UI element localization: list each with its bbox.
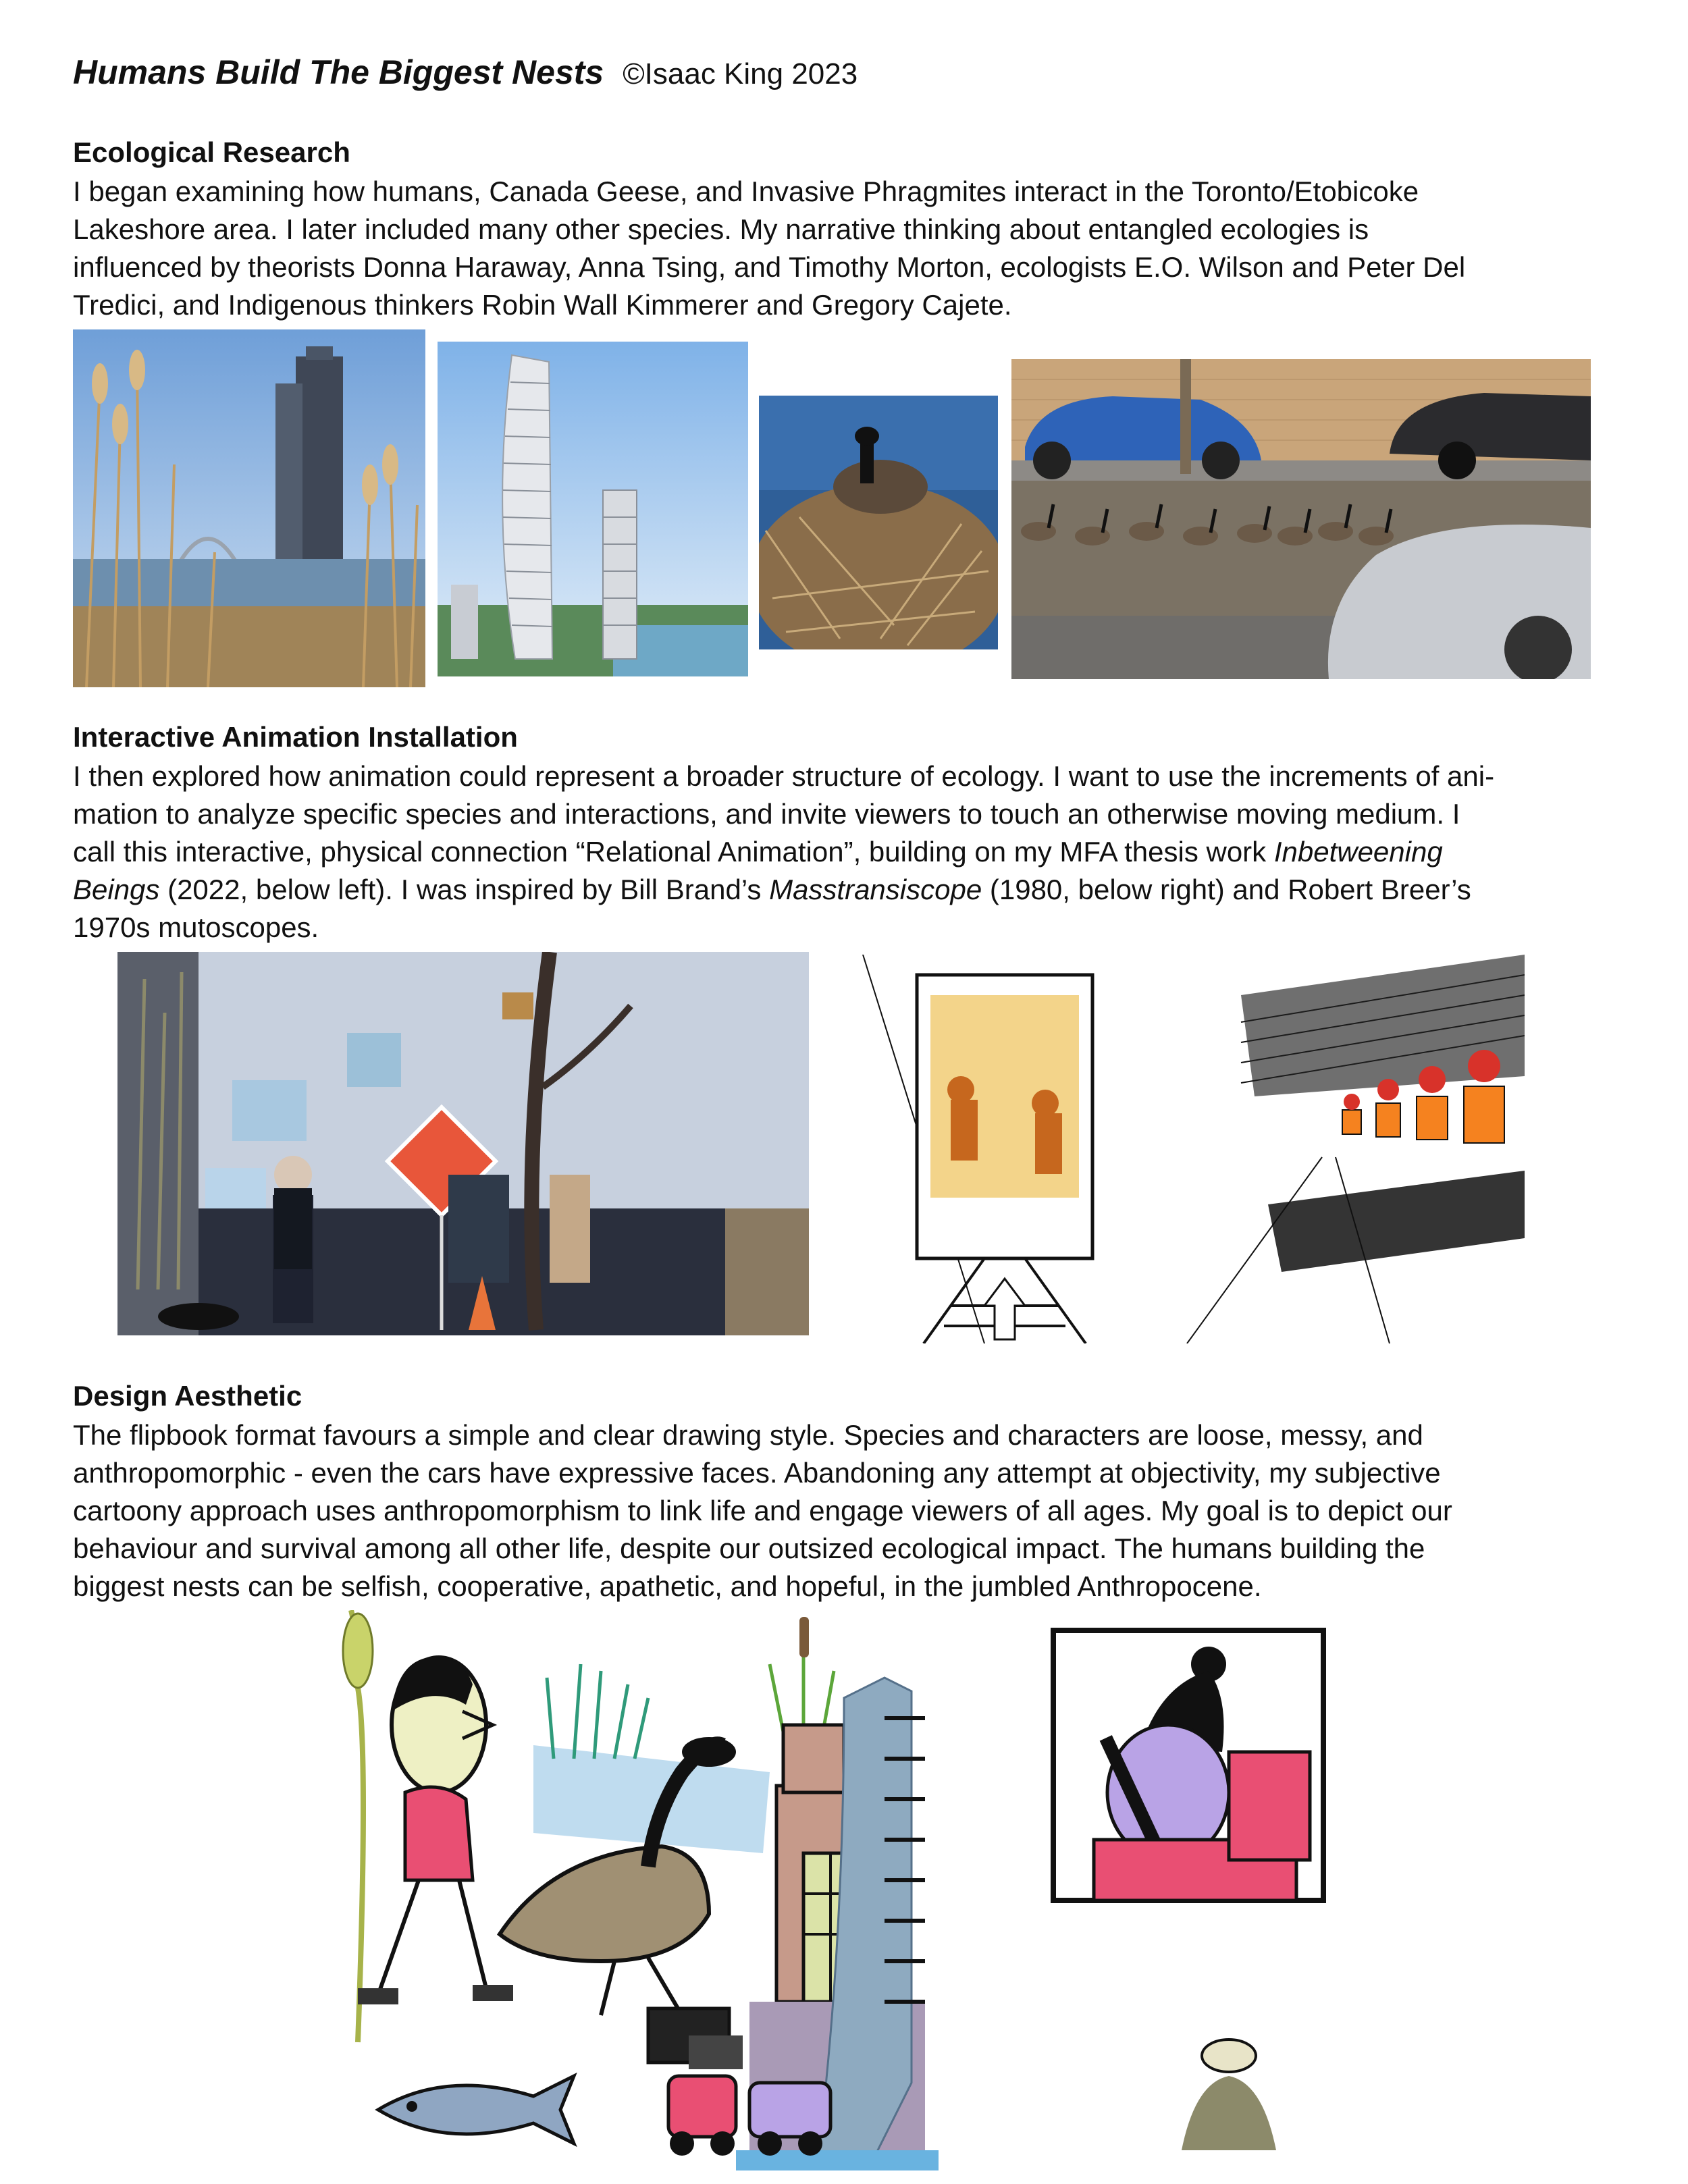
text-line: Lakeshore area. I later included many other species. My narrative thinking about entangled ecologies is xyxy=(73,213,1369,245)
copyright-notice: ©Isaac King 2023 xyxy=(623,57,858,90)
section-heading-interactive: Interactive Animation Installation xyxy=(73,721,518,753)
photo-goose-nest xyxy=(759,396,998,649)
text-line: behaviour and survival among all other life, despite our outsized ecological impact. The humans building the xyxy=(73,1533,1425,1564)
page-header xyxy=(73,53,858,92)
text-span: (1980, below right) and Robert Breer’s xyxy=(982,874,1471,905)
work-title-inbetweening: Inbetweening xyxy=(1273,836,1443,868)
text-span: (2022, below left). I was inspired by Bill Brand’s xyxy=(159,874,770,905)
section-heading-ecological: Ecological Research xyxy=(73,136,350,168)
text-line: influenced by theorists Donna Haraway, Anna Tsing, and Timothy Morton, ecologists E.O. Wilson and Peter Del xyxy=(73,251,1466,283)
illustration-masstransiscope xyxy=(849,955,1525,1343)
section-text-interactive xyxy=(73,757,1494,947)
cartoon-collage-illustration xyxy=(331,1610,1344,2170)
text-line: The flipbook format favours a simple and clear drawing style. Species and characters are loose, messy, and xyxy=(73,1419,1423,1451)
text-line: biggest nests can be selfish, cooperative, apathetic, and hopeful, in the jumbled Anthropocene. xyxy=(73,1570,1262,1602)
page-title: Humans Build The Biggest Nests xyxy=(73,53,604,91)
section-text-design xyxy=(73,1416,1452,1605)
work-title-beings: Beings xyxy=(73,874,160,905)
section-text-ecological xyxy=(73,173,1465,324)
photo-geese-crossing xyxy=(1011,359,1591,679)
photo-gallery-installation xyxy=(117,952,809,1335)
text-line: cartoony approach uses anthropomorphism to link life and engage viewers of all ages. My goal is to depict our xyxy=(73,1495,1452,1526)
text-line: I then explored how animation could represent a broader structure of ecology. I want to use the increments of ani- xyxy=(73,760,1495,792)
text-line: mation to analyze specific species and interactions, and invite viewers to touch an otherwise moving medium. I xyxy=(73,798,1460,830)
section-heading-design: Design Aesthetic xyxy=(73,1380,302,1412)
text-line: 1970s mutoscopes. xyxy=(73,911,319,943)
text-line xyxy=(73,833,1494,871)
photo-condo-towers xyxy=(438,342,748,676)
text-span: call this interactive, physical connection “Relational Animation”, building on my MFA thesis work xyxy=(73,836,1274,868)
text-line: anthropomorphic - even the cars have expressive faces. Abandoning any attempt at objectivity, my subjective xyxy=(73,1457,1441,1489)
text-line xyxy=(73,871,1494,909)
text-line: I began examining how humans, Canada Geese, and Invasive Phragmites interact in the Toronto/Etobicoke xyxy=(73,176,1419,207)
work-title-masstransiscope: Masstransiscope xyxy=(769,874,982,905)
photo-phragmites-tower xyxy=(73,329,425,687)
text-line: Tredici, and Indigenous thinkers Robin Wall Kimmerer and Gregory Cajete. xyxy=(73,289,1012,321)
